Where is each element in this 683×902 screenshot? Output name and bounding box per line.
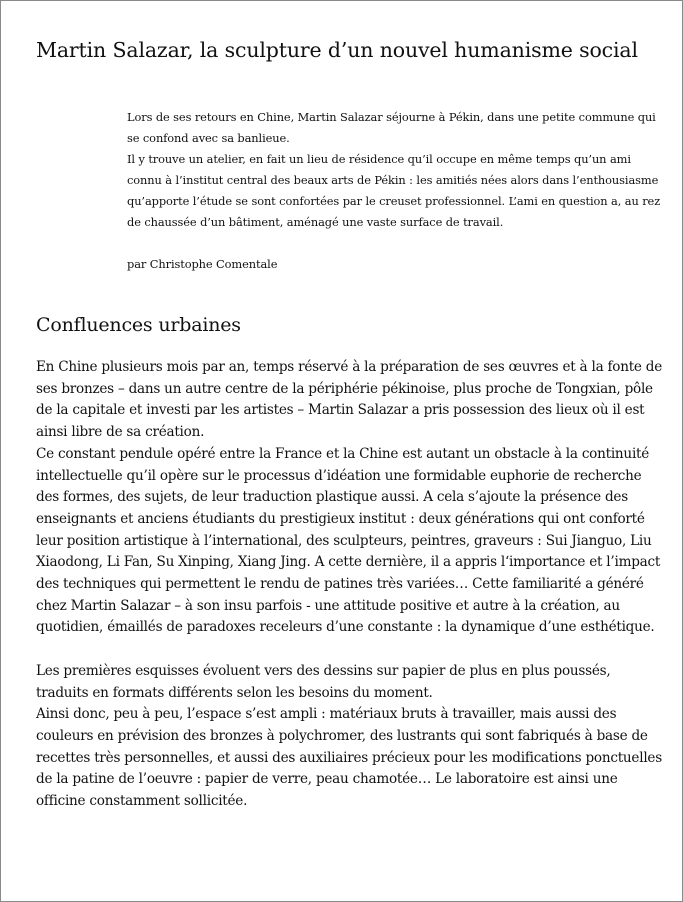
body-paragraph: Les premières esquisses évoluent vers des dessins sur papier de plus en plus poussés, traduits en formats différents selon les besoins du moment. [36, 662, 611, 701]
intro-paragraph: Lors de ses retours en Chine, Martin Salazar séjourne à Pékin, dans une petite commune qui se confond avec sa banlieue. [127, 110, 656, 145]
body-paragraph: En Chine plusieurs mois par an, temps réservé à la préparation de ses œuvres et à la fonte de ses bronzes – dans un autre centre de la périphérie pékinoise, plus proche de Tongxian, pôle de la capitale et investi par les artistes – Martin Salazar a pris possession des lieux où il est ainsi libre de sa création. [36, 359, 663, 441]
body-paragraph: Ce constant pendule opéré entre la France et la Chine est autant un obstacle à la continuité intellectuelle qu’il opère sur le processus d’idéation une formidable euphorie de recherche des formes, des sujets, de leur traduction plastique aussi. A cela s’ajoute la présence des enseignants et anciens étudiants du prestigieux institut : deux générations qui ont conforté leur position artistique à l’international, des sculpteurs, peintres, graveurs : Sui Jianguo, Liu Xiaodong, Li Fan, Su Xinping, Xiang Jing. A cette dernière, il a appris l‘importance et l’impact des techniques qui permettent le rendu de patines très variées… Cette familiarité a généré chez Martin Salazar – à son insu parfois - une attitude positive et autre à la création, au quotidien, émaillés de paradoxes receleurs d’une constante : la dynamique d’une esthétique. [36, 445, 661, 636]
section-heading: Confluences urbaines [36, 314, 241, 336]
article-intro [127, 107, 667, 275]
body-paragraph: Ainsi donc, peu à peu, l’espace s’est ampli : matériaux bruts à travailler, mais aussi des couleurs en prévision des bronzes à polychromer, des lustrants qui sont fabriqués à base de recettes très personnelles, et aussi des auxiliaires précieux pour les modifications ponctuelles de la patine de l’oeuvre : papier de verre, peau chamotée… Le laboratoire est ainsi une officine constamment sollicitée. [36, 706, 662, 810]
section-body [36, 357, 666, 813]
article-byline: par Christophe Comentale [127, 257, 278, 271]
intro-paragraph: Il y trouve un atelier, en fait un lieu de résidence qu’il occupe en même temps qu’un ami connu à l’institut central des beaux arts de Pékin : les amitiés nées alors dans l’enthousiasme qu’apporte l’étude se sont confortées par le creuset professionnel. L’ami en question a, au rez de chaussée d’un bâtiment, aménagé une vaste surface de travail. [127, 152, 661, 229]
article-title: Martin Salazar, la sculpture d’un nouvel humanisme social [36, 38, 638, 62]
